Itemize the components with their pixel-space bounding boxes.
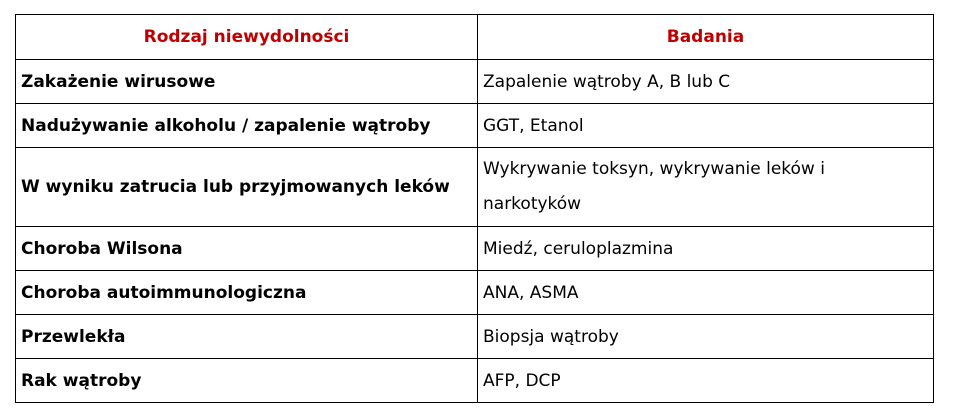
- tests-cell: Biopsja wątroby: [478, 315, 934, 359]
- liver-failure-tests-table: [15, 14, 934, 403]
- failure-type-cell: Przewlekła: [16, 315, 478, 359]
- table-row: [16, 271, 934, 315]
- header-failure-type: Rodzaj niewydolności: [16, 15, 478, 60]
- table-header-row: [16, 15, 934, 60]
- tests-cell: Wykrywanie toksyn, wykrywanie leków i narkotyków: [478, 148, 934, 227]
- header-tests: Badania: [478, 15, 934, 60]
- failure-type-cell: Rak wątroby: [16, 359, 478, 403]
- table-row: [16, 104, 934, 148]
- tests-cell: Miedź, ceruloplazmina: [478, 227, 934, 271]
- failure-type-cell: Zakażenie wirusowe: [16, 60, 478, 104]
- table-row: [16, 60, 934, 104]
- table-row: [16, 315, 934, 359]
- tests-cell: AFP, DCP: [478, 359, 934, 403]
- tests-cell: ANA, ASMA: [478, 271, 934, 315]
- table-row: [16, 359, 934, 403]
- failure-type-cell: Nadużywanie alkoholu / zapalenie wątroby: [16, 104, 478, 148]
- table-row: [16, 227, 934, 271]
- tests-cell: GGT, Etanol: [478, 104, 934, 148]
- failure-type-cell: Choroba Wilsona: [16, 227, 478, 271]
- failure-type-cell: W wyniku zatrucia lub przyjmowanych leków: [16, 148, 478, 227]
- tests-cell: Zapalenie wątroby A, B lub C: [478, 60, 934, 104]
- failure-type-cell: Choroba autoimmunologiczna: [16, 271, 478, 315]
- table-row: [16, 148, 934, 227]
